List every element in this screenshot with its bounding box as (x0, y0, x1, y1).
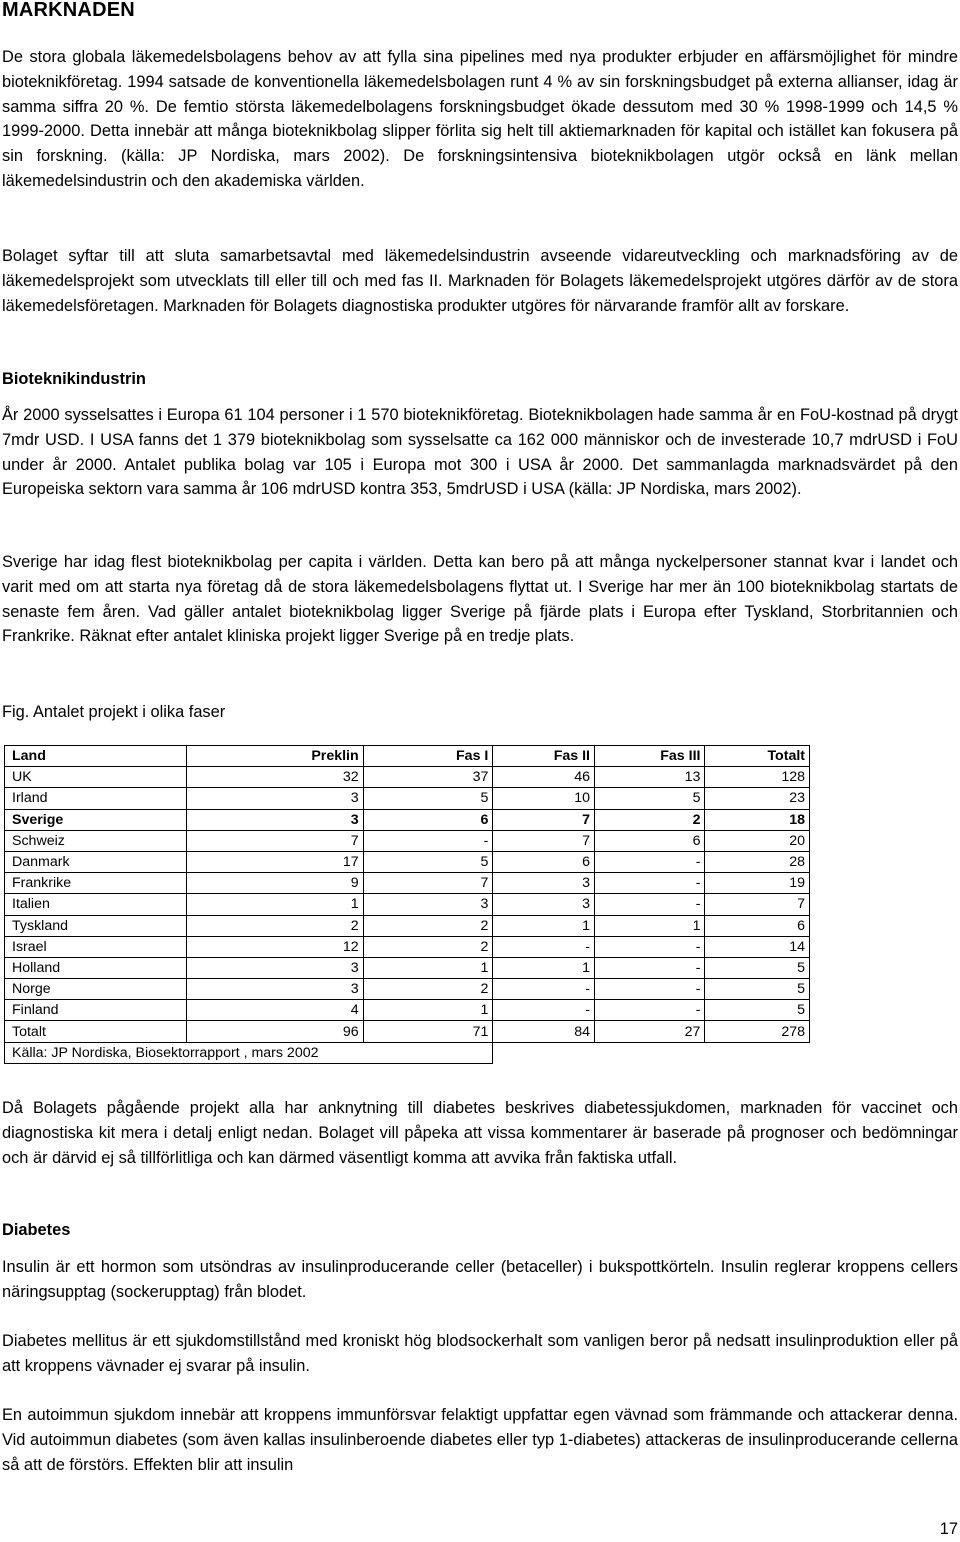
cell-fas-ii: 10 (493, 788, 595, 809)
cell-fas-iii: 13 (594, 767, 704, 788)
cell-preklin: 12 (187, 936, 364, 957)
table-row (5, 1021, 810, 1042)
cell-fas-ii: - (493, 1000, 595, 1021)
cell-fas-ii: 3 (493, 873, 595, 894)
cell-preklin: 3 (187, 979, 364, 1000)
cell-fas-iii: 27 (594, 1021, 704, 1042)
paragraph-intro: De stora globala läkemedelsbolagens behov av att fylla sina pipelines med nya produkter erbjuder en affärsmöjlighet för mindre bioteknikföretag. 1994 satsade de konventionella läkemedelsbolagen runt 4 % av sin forskningsbudget på externa allianser, idag är samma siffra 20 %. De femtio största läkemedelbolagens forskningsbudget ökade dessutom med 30 % 1998-1999 och 14,5 % 1999-2000. Detta innebär att många bioteknikbolag slipper förlita sig helt till aktiemarknaden för kapital och istället kan fokusera på sin forskning. (källa: JP Nordiska, mars 2002). De forskningsintensiva bioteknikbolagen utgör också en länk mellan läkemedelsindustrin och den akademiska världen. (2, 48, 958, 190)
cell-preklin: 17 (187, 851, 364, 872)
cell-fas-i: 7 (363, 873, 493, 894)
cell-fas-i: 1 (363, 1000, 493, 1021)
cell-land: Italien (5, 894, 187, 915)
cell-fas-i: 71 (363, 1021, 493, 1042)
cell-land: Tyskland (5, 915, 187, 936)
cell-fas-ii: - (493, 936, 595, 957)
paragraph-company-aim: Bolaget syftar till att sluta samarbetsavtal med läkemedelsindustrin avseende vidareutveckling och marknadsföring av de läkemedelsprojekt som utvecklats till eller till och med fas II. Marknaden för Bolagets läkemedelsprojekt utgöres därför av de stora läkemedelsföretagen. Marknaden för Bolagets diagnostiska produkter utgöres för närvarande framför allt av forskare. (2, 247, 958, 315)
paragraph-insulin: Insulin är ett hormon som utsöndras av insulinproducerande celler (betaceller) i bukspottkörteln. Insulin reglerar kroppens cellers näringsupptag (sockerupptag) från blodet. (2, 1258, 958, 1301)
paragraph-biotech-stats: År 2000 sysselsattes i Europa 61 104 personer i 1 570 bioteknikföretag. Bioteknikbolagen hade samma år en FoU-kostnad på drygt 7mdr USD. I USA fanns det 1 379 bioteknikbolag som sysselsatte ca 162 000 människor och de investerade 10,7 mdrUSD i FoU under år 2000. Antalet publika bolag var 105 i Europa mot 300 i USA år 2000. Det sammanlagda marknadsvärdet på den Europeiska sektorn vara samma år 106 mdrUSD kontra 353, 5mdrUSD i USA (källa: JP Nordiska, mars 2002). (2, 406, 958, 499)
cell-land: Israel (5, 936, 187, 957)
paragraph-diabetes-mellitus: Diabetes mellitus är ett sjukdomstillstånd med kroniskt hög blodsockerhalt som vanligen beror på nedsatt insulinproduktion eller på att kroppens vävnader ej svarar på insulin. (2, 1332, 958, 1375)
cell-fas-i: 1 (363, 957, 493, 978)
cell-fas-ii: 7 (493, 809, 595, 830)
cell-fas-iii: - (594, 894, 704, 915)
table-source-blank (493, 1042, 810, 1063)
cell-totalt: 14 (705, 936, 810, 957)
cell-totalt: 278 (705, 1021, 810, 1042)
cell-fas-i: - (363, 830, 493, 851)
cell-fas-i: 2 (363, 979, 493, 1000)
cell-totalt: 28 (705, 851, 810, 872)
cell-fas-ii: 1 (493, 957, 595, 978)
cell-fas-iii: - (594, 979, 704, 1000)
cell-land: Norge (5, 979, 187, 1000)
section-heading-bioteknikindustrin: Bioteknikindustrin (2, 370, 146, 388)
cell-land: Irland (5, 788, 187, 809)
cell-preklin: 96 (187, 1021, 364, 1042)
table-header-row (5, 746, 810, 767)
cell-totalt: 20 (705, 830, 810, 851)
cell-totalt: 5 (705, 1000, 810, 1021)
cell-land: UK (5, 767, 187, 788)
cell-preklin: 1 (187, 894, 364, 915)
table-row (5, 851, 810, 872)
cell-preklin: 9 (187, 873, 364, 894)
table-row (5, 830, 810, 851)
cell-fas-ii: 46 (493, 767, 595, 788)
cell-preklin: 3 (187, 957, 364, 978)
cell-land: Totalt (5, 1021, 187, 1042)
cell-totalt: 18 (705, 809, 810, 830)
cell-fas-iii: - (594, 957, 704, 978)
cell-fas-i: 3 (363, 894, 493, 915)
paragraph-diabetes-intro: Då Bolagets pågående projekt alla har anknytning till diabetes beskrives diabetessjukdomen, marknaden för vaccinet och diagnostiska kit mera i detalj enligt nedan. Bolaget vill påpeka att vissa kommentarer är baserade på prognoser och bedömningar och är därvid ej så tillförlitliga och kan därmed väsentligt komma att avvika från faktiska utfall. (2, 1099, 958, 1167)
cell-fas-ii: 6 (493, 851, 595, 872)
cell-fas-iii: 2 (594, 809, 704, 830)
cell-fas-iii: - (594, 1000, 704, 1021)
cell-preklin: 7 (187, 830, 364, 851)
cell-preklin: 3 (187, 809, 364, 830)
table-row (5, 915, 810, 936)
table-row (5, 788, 810, 809)
cell-land: Finland (5, 1000, 187, 1021)
cell-totalt: 6 (705, 915, 810, 936)
header-fas-i: Fas I (363, 746, 493, 767)
cell-fas-iii: 5 (594, 788, 704, 809)
header-land: Land (5, 746, 187, 767)
table-source: Källa: JP Nordiska, Biosektorrapport , mars 2002 (5, 1042, 493, 1063)
cell-land: Sverige (5, 809, 187, 830)
table-row (5, 894, 810, 915)
table-row (5, 957, 810, 978)
cell-fas-ii: 84 (493, 1021, 595, 1042)
projects-phase-table (4, 745, 810, 1064)
section-heading-diabetes: Diabetes (2, 1221, 71, 1239)
cell-land: Frankrike (5, 873, 187, 894)
cell-fas-ii: 1 (493, 915, 595, 936)
cell-fas-i: 2 (363, 915, 493, 936)
cell-fas-i: 37 (363, 767, 493, 788)
table-source-row (5, 1042, 810, 1063)
page-number: 17 (939, 1520, 958, 1538)
cell-fas-ii: - (493, 979, 595, 1000)
cell-fas-ii: 3 (493, 894, 595, 915)
cell-fas-iii: - (594, 873, 704, 894)
cell-preklin: 32 (187, 767, 364, 788)
table-row (5, 767, 810, 788)
cell-fas-iii: - (594, 851, 704, 872)
cell-preklin: 3 (187, 788, 364, 809)
cell-fas-ii: 7 (493, 830, 595, 851)
cell-fas-i: 5 (363, 851, 493, 872)
table-row (5, 809, 810, 830)
cell-totalt: 19 (705, 873, 810, 894)
cell-fas-i: 6 (363, 809, 493, 830)
page-heading: MARKNADEN (2, 0, 135, 21)
cell-totalt: 5 (705, 979, 810, 1000)
cell-fas-iii: 1 (594, 915, 704, 936)
header-preklin: Preklin (187, 746, 364, 767)
table-row (5, 873, 810, 894)
cell-fas-i: 2 (363, 936, 493, 957)
paragraph-autoimmune: En autoimmun sjukdom innebär att kroppens immunförsvar felaktigt uppfattar egen vävnad som främmande och attackerar denna. Vid autoimmun diabetes (som även kallas insulinberoende diabetes eller typ 1-diabetes) attackeras de insulinproducerande cellerna så att de förstörs. Effekten blir att insulin (2, 1406, 958, 1474)
table-row (5, 1000, 810, 1021)
cell-fas-iii: - (594, 936, 704, 957)
figure-caption: Fig. Antalet projekt i olika faser (2, 703, 226, 721)
paragraph-sweden: Sverige har idag flest bioteknikbolag per capita i världen. Detta kan bero på att många nyckelpersoner stannat kvar i landet och varit med om att starta nya företag då de stora läkemedelsbolagens flyttat ut. I Sverige har mer än 100 bioteknikbolag startats de senaste fem åren. Vad gäller antalet bioteknikbolag ligger Sverige på fjärde plats i Europa efter Tyskland, Storbritannien och Frankrike. Räknat efter antalet kliniska projekt ligger Sverige på en tredje plats. (2, 553, 958, 646)
cell-land: Danmark (5, 851, 187, 872)
table-row (5, 936, 810, 957)
cell-fas-i: 5 (363, 788, 493, 809)
header-totalt: Totalt (705, 746, 810, 767)
cell-totalt: 7 (705, 894, 810, 915)
cell-preklin: 2 (187, 915, 364, 936)
cell-totalt: 23 (705, 788, 810, 809)
header-fas-iii: Fas III (594, 746, 704, 767)
cell-preklin: 4 (187, 1000, 364, 1021)
cell-land: Schweiz (5, 830, 187, 851)
cell-totalt: 128 (705, 767, 810, 788)
header-fas-ii: Fas II (493, 746, 595, 767)
cell-totalt: 5 (705, 957, 810, 978)
cell-land: Holland (5, 957, 187, 978)
cell-fas-iii: 6 (594, 830, 704, 851)
table-row (5, 979, 810, 1000)
